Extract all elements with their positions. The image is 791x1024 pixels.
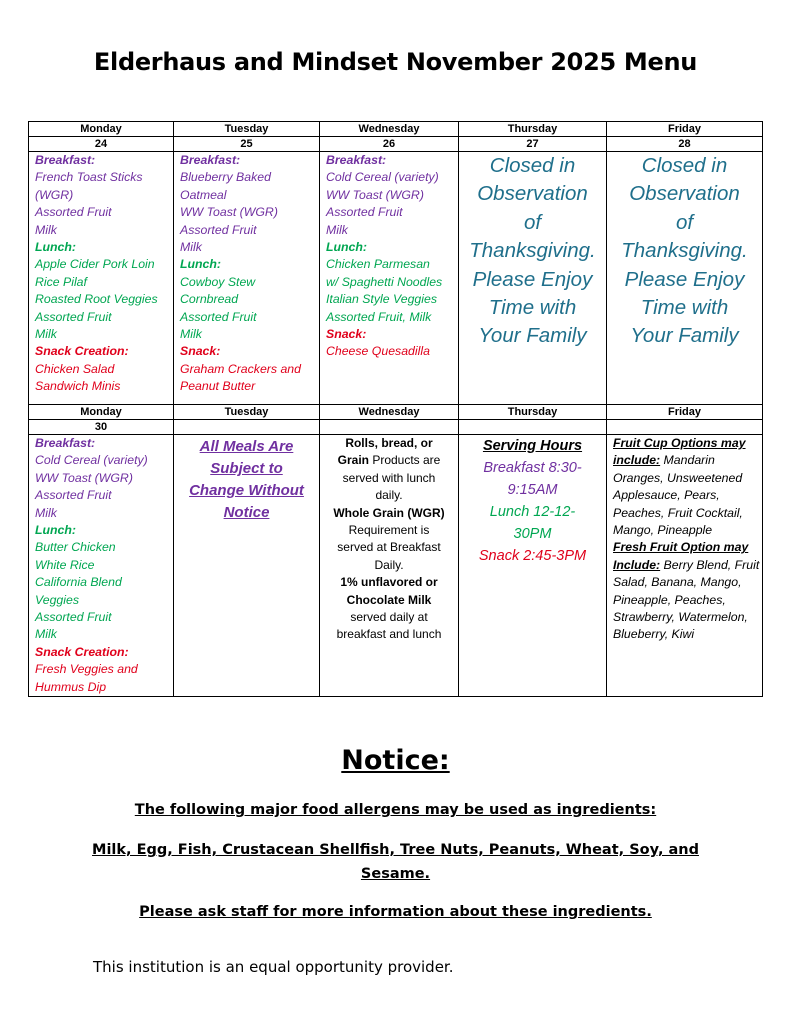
lunch-label: Lunch: [326, 240, 367, 255]
closed-line: Your Family [630, 324, 739, 348]
info-line: daily. [375, 488, 403, 503]
fresh-fruit-heading2: Include: [613, 557, 661, 572]
menu-item: Oatmeal [180, 187, 227, 202]
closed-line: Observation [477, 182, 588, 206]
breakfast-hours: Breakfast 8:30- [483, 460, 582, 476]
menu-cell-wed-26 [320, 152, 459, 405]
meals-change-notice [174, 436, 319, 524]
menu-item: Milk [35, 505, 57, 520]
info-line: Daily. [374, 557, 404, 572]
info-line [320, 452, 458, 469]
fruit-cup-heading: Fruit Cup Options may [613, 436, 746, 450]
snack-label: Snack Creation: [35, 644, 129, 659]
menu-item: Peanut Butter [180, 379, 256, 394]
menu-cell-fri-28 [607, 152, 763, 405]
closed-line: Time with [640, 296, 729, 320]
day-header: Wednesday [320, 122, 459, 137]
date-cell: 24 [29, 137, 174, 152]
notice-line: Subject to [210, 460, 283, 477]
date-cell: 27 [459, 137, 607, 152]
closed-line: Please Enjoy [624, 267, 745, 291]
menu-item: Hummus Dip [35, 679, 107, 694]
date-cell [607, 420, 763, 435]
menu-item: Assorted Fruit [35, 205, 112, 220]
menu-cell-tue-25 [174, 152, 320, 405]
date-cell: 30 [29, 420, 174, 435]
fruit-cup-heading2: include: [613, 453, 661, 468]
info-line: served with lunch [342, 470, 436, 485]
info-text: Products are [368, 453, 441, 468]
menu-item: w/ Spaghetti Noodles [326, 274, 443, 289]
week2-menu-row [29, 435, 763, 697]
menu-table [28, 121, 763, 697]
menu-item: Graham Crackers and [180, 361, 301, 376]
closed-line: of [523, 210, 542, 234]
date-cell: 26 [320, 137, 459, 152]
menu-cell-fri-fruit [607, 435, 763, 697]
menu-item: Cold Cereal (variety) [35, 453, 148, 468]
allergen-intro: The following major food allergens may be used as ingredients: [134, 802, 657, 818]
closed-line: Thanksgiving. [469, 239, 596, 263]
menu-item: Fresh Veggies and [35, 662, 138, 677]
snack-label: Snack: [326, 327, 367, 342]
menu-item: (WGR) [35, 187, 74, 202]
week1-dates-row [29, 137, 763, 152]
notice-line: Notice [223, 504, 270, 521]
menu-item: Milk [180, 240, 202, 255]
closed-line: Closed in [641, 154, 728, 177]
day-header: Thursday [459, 122, 607, 137]
menu-cell-mon-24 [29, 152, 174, 405]
notice-line: All Meals Are [199, 438, 294, 455]
menu-item: WW Toast (WGR) [35, 470, 133, 485]
week1-menu-row [29, 152, 763, 405]
info-line: served at Breakfast [337, 540, 441, 555]
menu-cell-mon-30 [29, 435, 174, 697]
date-cell: 28 [607, 137, 763, 152]
week1-days-row [29, 122, 763, 137]
lunch-label: Lunch: [180, 257, 221, 272]
menu-item: Assorted Fruit [35, 309, 112, 324]
allergen-list: Milk, Egg, Fish, Crustacean Shellfish, Tree Nuts, Peanuts, Wheat, Soy, and [92, 842, 699, 858]
closed-line: Observation [629, 182, 740, 206]
menu-item: White Rice [35, 557, 95, 572]
menu-item: Chicken Parmesan [326, 257, 430, 272]
date-cell [320, 420, 459, 435]
date-cell [459, 420, 607, 435]
menu-item: Butter Chicken [35, 540, 116, 555]
info-line: Requirement is [348, 523, 430, 538]
date-cell: 25 [174, 137, 320, 152]
week2-days-row [29, 405, 763, 420]
allergen-ask-staff: Please ask staff for more information about these ingredients. [139, 904, 652, 920]
menu-item: Rice Pilaf [35, 274, 87, 289]
menu-item: Milk [326, 222, 348, 237]
menu-item: Sandwich Minis [35, 379, 121, 394]
fruit-options [613, 435, 762, 644]
menu-cell-tue-notice [174, 435, 320, 697]
closed-line: Your Family [478, 324, 587, 348]
menu-item: Assorted Fruit [180, 309, 257, 324]
menu-item: Milk [35, 627, 57, 642]
equal-opportunity-statement: This institution is an equal opportunity provider. [93, 958, 454, 976]
menu-item: Assorted Fruit, Milk [326, 309, 432, 324]
info-line: breakfast and lunch [336, 627, 442, 642]
day-header: Tuesday [174, 405, 320, 420]
date-cell [174, 420, 320, 435]
info-line: served daily at [350, 610, 428, 625]
info-line: Chocolate Milk [346, 592, 432, 607]
lunch-hours: 30PM [513, 526, 552, 542]
day-header: Friday [607, 405, 763, 420]
closed-notice [459, 152, 606, 351]
week2-dates-row [29, 420, 763, 435]
breakfast-label: Breakfast: [35, 153, 96, 167]
serving-hours [459, 435, 606, 567]
menu-item: Milk [35, 222, 57, 237]
menu-item: Assorted Fruit [180, 222, 257, 237]
menu-item: French Toast Sticks [35, 170, 143, 185]
menu-item: Milk [180, 327, 202, 342]
menu-item: Blueberry Baked [180, 170, 271, 185]
closed-line: Thanksgiving. [621, 239, 748, 263]
closed-line: Please Enjoy [472, 267, 593, 291]
menu-item: Cheese Quesadilla [326, 344, 430, 359]
grain-milk-info [320, 435, 458, 644]
lunch-label: Lunch: [35, 240, 76, 255]
breakfast-label: Breakfast: [35, 436, 96, 450]
fresh-fruit-heading: Fresh Fruit Option may [613, 540, 749, 555]
day-header: Wednesday [320, 405, 459, 420]
day-header: Monday [29, 122, 174, 137]
fruit-cup-items: Mandarin Oranges, Unsweetened Applesauce, Pears, Peaches, Fruit Cocktail, Mango, Pineapple [613, 453, 743, 538]
menu-item: Italian Style Veggies [326, 292, 437, 307]
info-line: Whole Grain (WGR) [333, 505, 445, 520]
lunch-label: Lunch: [35, 523, 76, 538]
closed-line: Closed in [489, 154, 576, 177]
info-bold: Grain [337, 453, 369, 468]
notice-line: Change Without [189, 482, 304, 499]
menu-cell-thu-hours [459, 435, 607, 697]
snack-label: Snack Creation: [35, 344, 129, 359]
day-header: Friday [607, 122, 763, 137]
day-header: Tuesday [174, 122, 320, 137]
menu-item: Milk [35, 327, 57, 342]
menu-cell-thu-27 [459, 152, 607, 405]
closed-notice [607, 152, 762, 351]
notice-title: Notice: [341, 745, 450, 776]
menu-item: Assorted Fruit [326, 205, 403, 220]
info-line: Rolls, bread, or [345, 436, 433, 450]
menu-item: Roasted Root Veggies [35, 292, 158, 307]
menu-item: WW Toast (WGR) [180, 205, 278, 220]
allergen-list-cont: Sesame. [360, 866, 431, 882]
menu-item: WW Toast (WGR) [326, 187, 424, 202]
menu-item: Veggies [35, 592, 79, 607]
menu-item: Chicken Salad [35, 361, 115, 376]
breakfast-label: Breakfast: [180, 153, 241, 167]
snack-label: Snack: [180, 344, 221, 359]
day-header: Thursday [459, 405, 607, 420]
lunch-hours: Lunch 12-12- [489, 504, 576, 520]
day-header: Monday [29, 405, 174, 420]
menu-cell-wed-info [320, 435, 459, 697]
menu-item: Assorted Fruit [35, 610, 112, 625]
menu-item: Cornbread [180, 292, 239, 307]
closed-line: Time with [488, 296, 577, 320]
info-line: 1% unflavored or [340, 575, 438, 590]
closed-line: of [675, 210, 694, 234]
breakfast-label: Breakfast: [326, 153, 387, 167]
breakfast-hours: 9:15AM [507, 482, 558, 498]
fresh-fruit-items: Berry Blend, Fruit Salad, Banana, Mango, Pineapple, Peaches, Strawberry, Watermelon, Blueberry, Kiwi [613, 557, 760, 642]
page-title: Elderhaus and Mindset November 2025 Menu [93, 48, 698, 76]
menu-item: Cowboy Stew [180, 274, 256, 289]
menu-item: California Blend [35, 575, 122, 590]
menu-item: Assorted Fruit [35, 488, 112, 503]
snack-hours: Snack 2:45-3PM [478, 548, 587, 564]
serving-hours-heading: Serving Hours [482, 438, 583, 454]
menu-item: Cold Cereal (variety) [326, 170, 439, 185]
menu-item: Apple Cider Pork Loin [35, 257, 155, 272]
